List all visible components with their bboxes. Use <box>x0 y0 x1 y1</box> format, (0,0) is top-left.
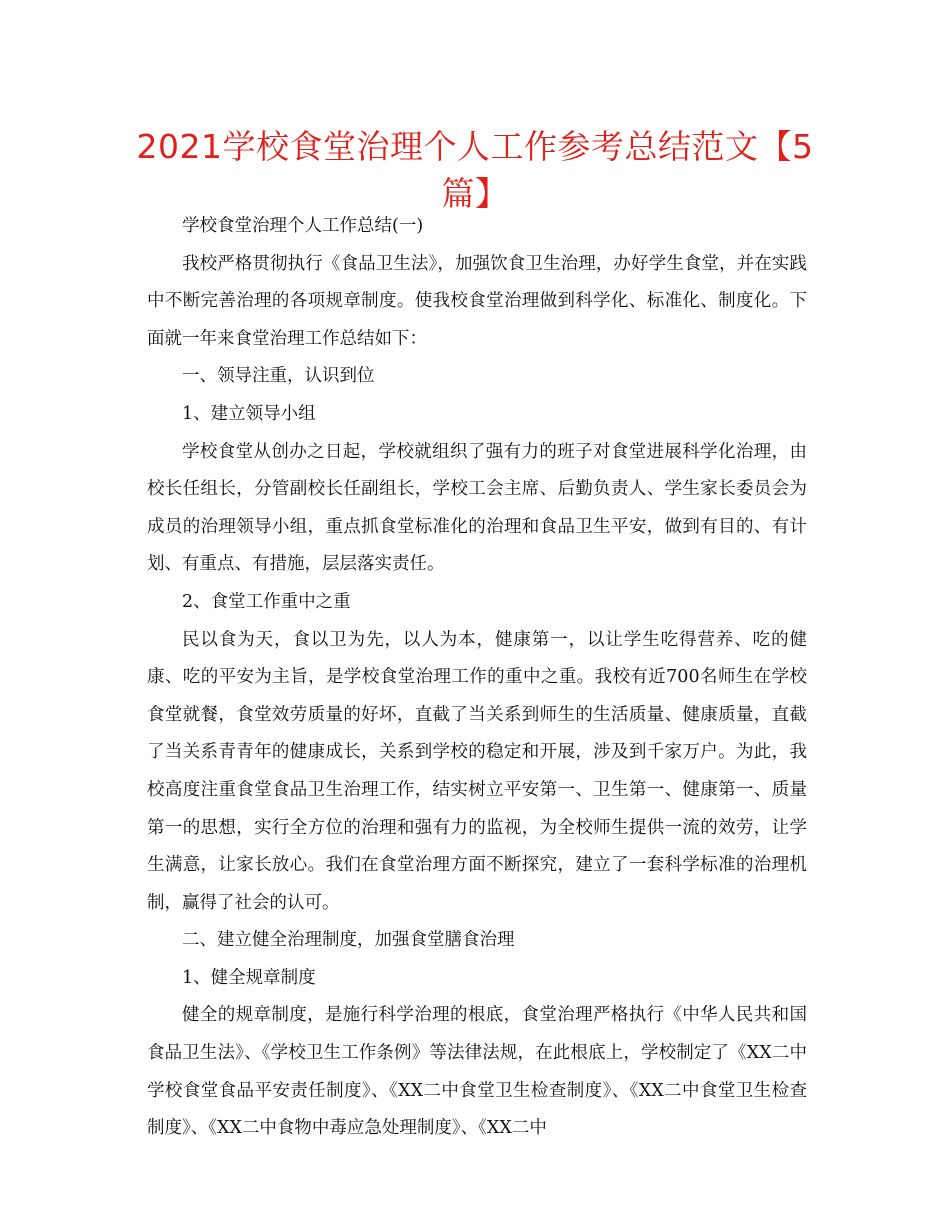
subheading: 2、食堂工作重中之重 <box>182 591 351 612</box>
section-heading: 学校食堂治理个人工作总结(一) <box>182 216 424 236</box>
subheading: 1、建立领导小组 <box>182 403 316 424</box>
paragraph: 民以食为天，食以卫为先，以人为本，健康第一，以让学生吃得营养、吃的健康、吃的平安为主旨，是学校食堂治理工作的重中之重。我校有近700名师生在学校食堂就餐，食堂效劳质量的好坏，直截了当关系到师生的生活质量、健康质量，直截了当关系青青年的健康成长，关系到学校的稳定和开展，涉及到千家万户。为此，我校高度注重食堂食品卫生治理工作，结实树立平安第一、卫生第一、健康第一、质量第一的思想，实行全方位的治理和强有力的监视，为全校师生提供一流的效劳，让学生满意，让家长放心。我们在食堂治理方面不断探究，建立了一套科学标准的治理机制，赢得了社会的认可。 <box>147 629 807 913</box>
subheading: 二、建立健全治理制度，加强食堂膳食治理 <box>182 930 515 951</box>
document-title: 2021学校食堂治理个人工作参考总结范文【5篇】 <box>136 127 814 213</box>
paragraph: 学校食堂从创办之日起，学校就组织了强有力的班子对食堂进展科学化治理，由校长任组长，分管副校长任副组长，学校工会主席、后勤负责人、学生家长委员会为成员的治理领导小组，重点抓食堂标准化的治理和食品卫生平安，做到有目的、有计划、有重点、有措施，层层落实责任。 <box>147 441 807 575</box>
subheading: 一、领导注重，认识到位 <box>182 366 375 387</box>
document-body <box>147 208 807 1148</box>
paragraph: 健全的规章制度，是施行科学治理的根底，食堂治理严格执行《中华人民共和国食品卫生法》、《学校卫生工作条例》等法律法规，在此根底上，学校制定了《XX二中学校食堂食品平安责任制度》、《XX二中食堂卫生检查制度》、《XX二中食堂卫生检查制度》、《XX二中食物中毒应急处理制度》、《XX二中 <box>147 1005 807 1139</box>
subheading: 1、健全规章制度 <box>182 967 316 988</box>
paragraph: 我校严格贯彻执行《食品卫生法》，加强饮食卫生治理，办好学生食堂，并在实践中不断完善治理的各项规章制度。使我校食堂治理做到科学化、标准化、制度化。下面就一年来食堂治理工作总结如下： <box>147 253 807 349</box>
